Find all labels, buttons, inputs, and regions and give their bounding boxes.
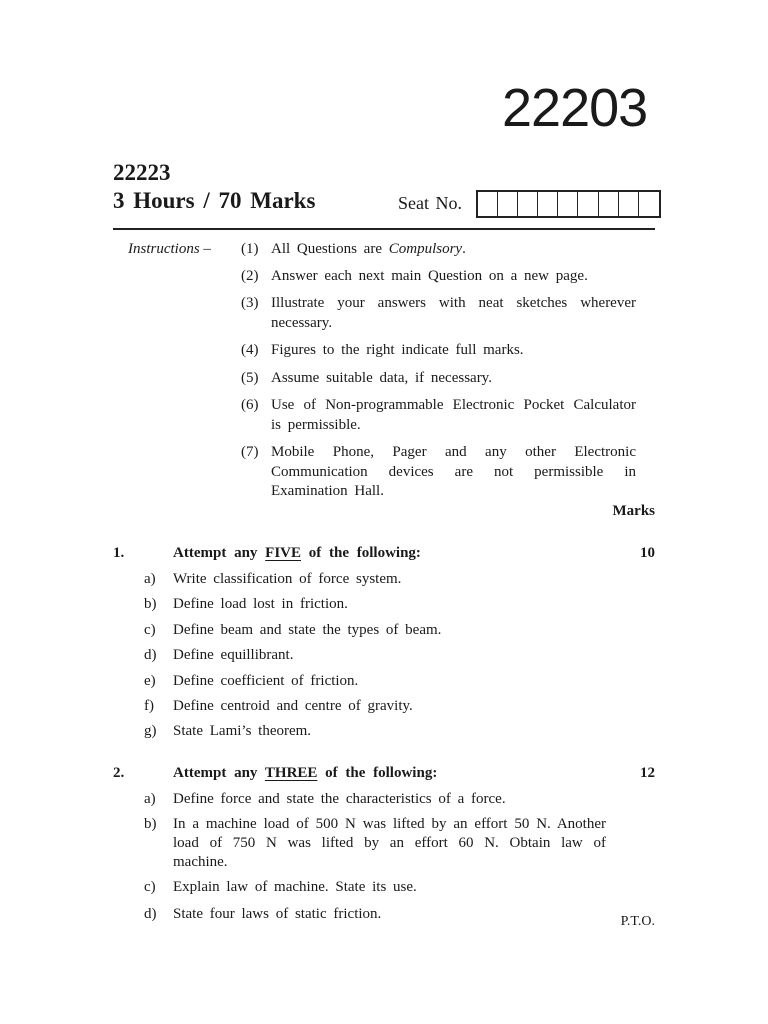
instruction-text: Mobile Phone, Pager and any other Electronic Communication devices are not permissible in Examination Hall. [271,444,636,499]
question-number: 1. [113,545,125,561]
sub-question-text: Define beam and state the types of beam. [173,622,442,638]
header-divider [113,228,655,230]
duration-marks: 3 Hours / 70 Marks [113,188,316,213]
sub-question-text: Write classification of force system. [173,571,402,587]
seat-box [639,192,659,216]
sub-question-text: Define coefficient of friction. [173,673,359,689]
please-turn-over: P.T.O. [620,914,655,929]
sub-question-text: In a machine load of 500 N was lifted by an effort 50 N. Another load of 750 N was lifted by an effort 60 N. Obtain law of machine. [173,816,606,870]
sub-question-text: State Lami’s theorem. [173,723,312,739]
instruction-number: (1) [241,241,259,257]
sub-question-text: Define centroid and centre of gravity. [173,698,413,714]
instruction-number: (7) [241,444,259,460]
paper-code: 22203 [502,78,648,138]
sub-question-letter: f) [144,698,154,714]
instruction-number: (2) [241,268,259,284]
seat-box [599,192,619,216]
sub-question-text: Explain law of machine. State its use. [173,879,417,895]
sub-question-letter: a) [144,571,156,587]
instruction-text: Use of Non-programmable Electronic Pocket Calculator is permissible. [271,397,636,433]
marks-column-heading: Marks [612,503,655,519]
instruction-text: Answer each next main Question on a new page. [271,268,588,284]
seat-box [518,192,538,216]
sub-question-text: Define force and state the characteristics of a force. [173,791,506,807]
sub-question-letter: b) [144,816,157,832]
sub-question-letter: a) [144,791,156,807]
instruction-number: (4) [241,342,259,358]
sub-question-text: Define equillibrant. [173,647,294,663]
instruction-number: (5) [241,370,259,386]
question-heading: Attempt any THREE of the following: [173,765,438,781]
sub-question-letter: b) [144,596,157,612]
sub-question-letter: g) [144,723,157,739]
question-marks: 10 [640,545,655,561]
sub-question-letter: d) [144,647,157,663]
seat-box [498,192,518,216]
subject-code: 22223 [113,160,171,185]
seat-box [578,192,598,216]
instruction-text: Illustrate your answers with neat sketches wherever necessary. [271,295,636,331]
sub-question-letter: e) [144,673,156,689]
seat-box [558,192,578,216]
question-number: 2. [113,765,125,781]
instruction-number: (6) [241,397,259,413]
sub-question-text: State four laws of static friction. [173,906,382,922]
question-marks: 12 [640,765,655,781]
sub-question-letter: c) [144,622,156,638]
question-heading: Attempt any FIVE of the following: [173,545,421,561]
instruction-number: (3) [241,295,259,311]
seat-box [538,192,558,216]
sub-question-text: Define load lost in friction. [173,596,348,612]
seat-number-boxes [476,190,661,218]
seat-number-label: Seat No. [398,193,462,213]
instruction-text: All Questions are Compulsory. [271,241,466,257]
sub-question-letter: c) [144,879,156,895]
instructions-label: Instructions – [128,241,211,257]
seat-box [478,192,498,216]
instruction-text: Assume suitable data, if necessary. [271,370,492,386]
seat-box [619,192,639,216]
sub-question-letter: d) [144,906,157,922]
instruction-text: Figures to the right indicate full marks. [271,342,524,358]
